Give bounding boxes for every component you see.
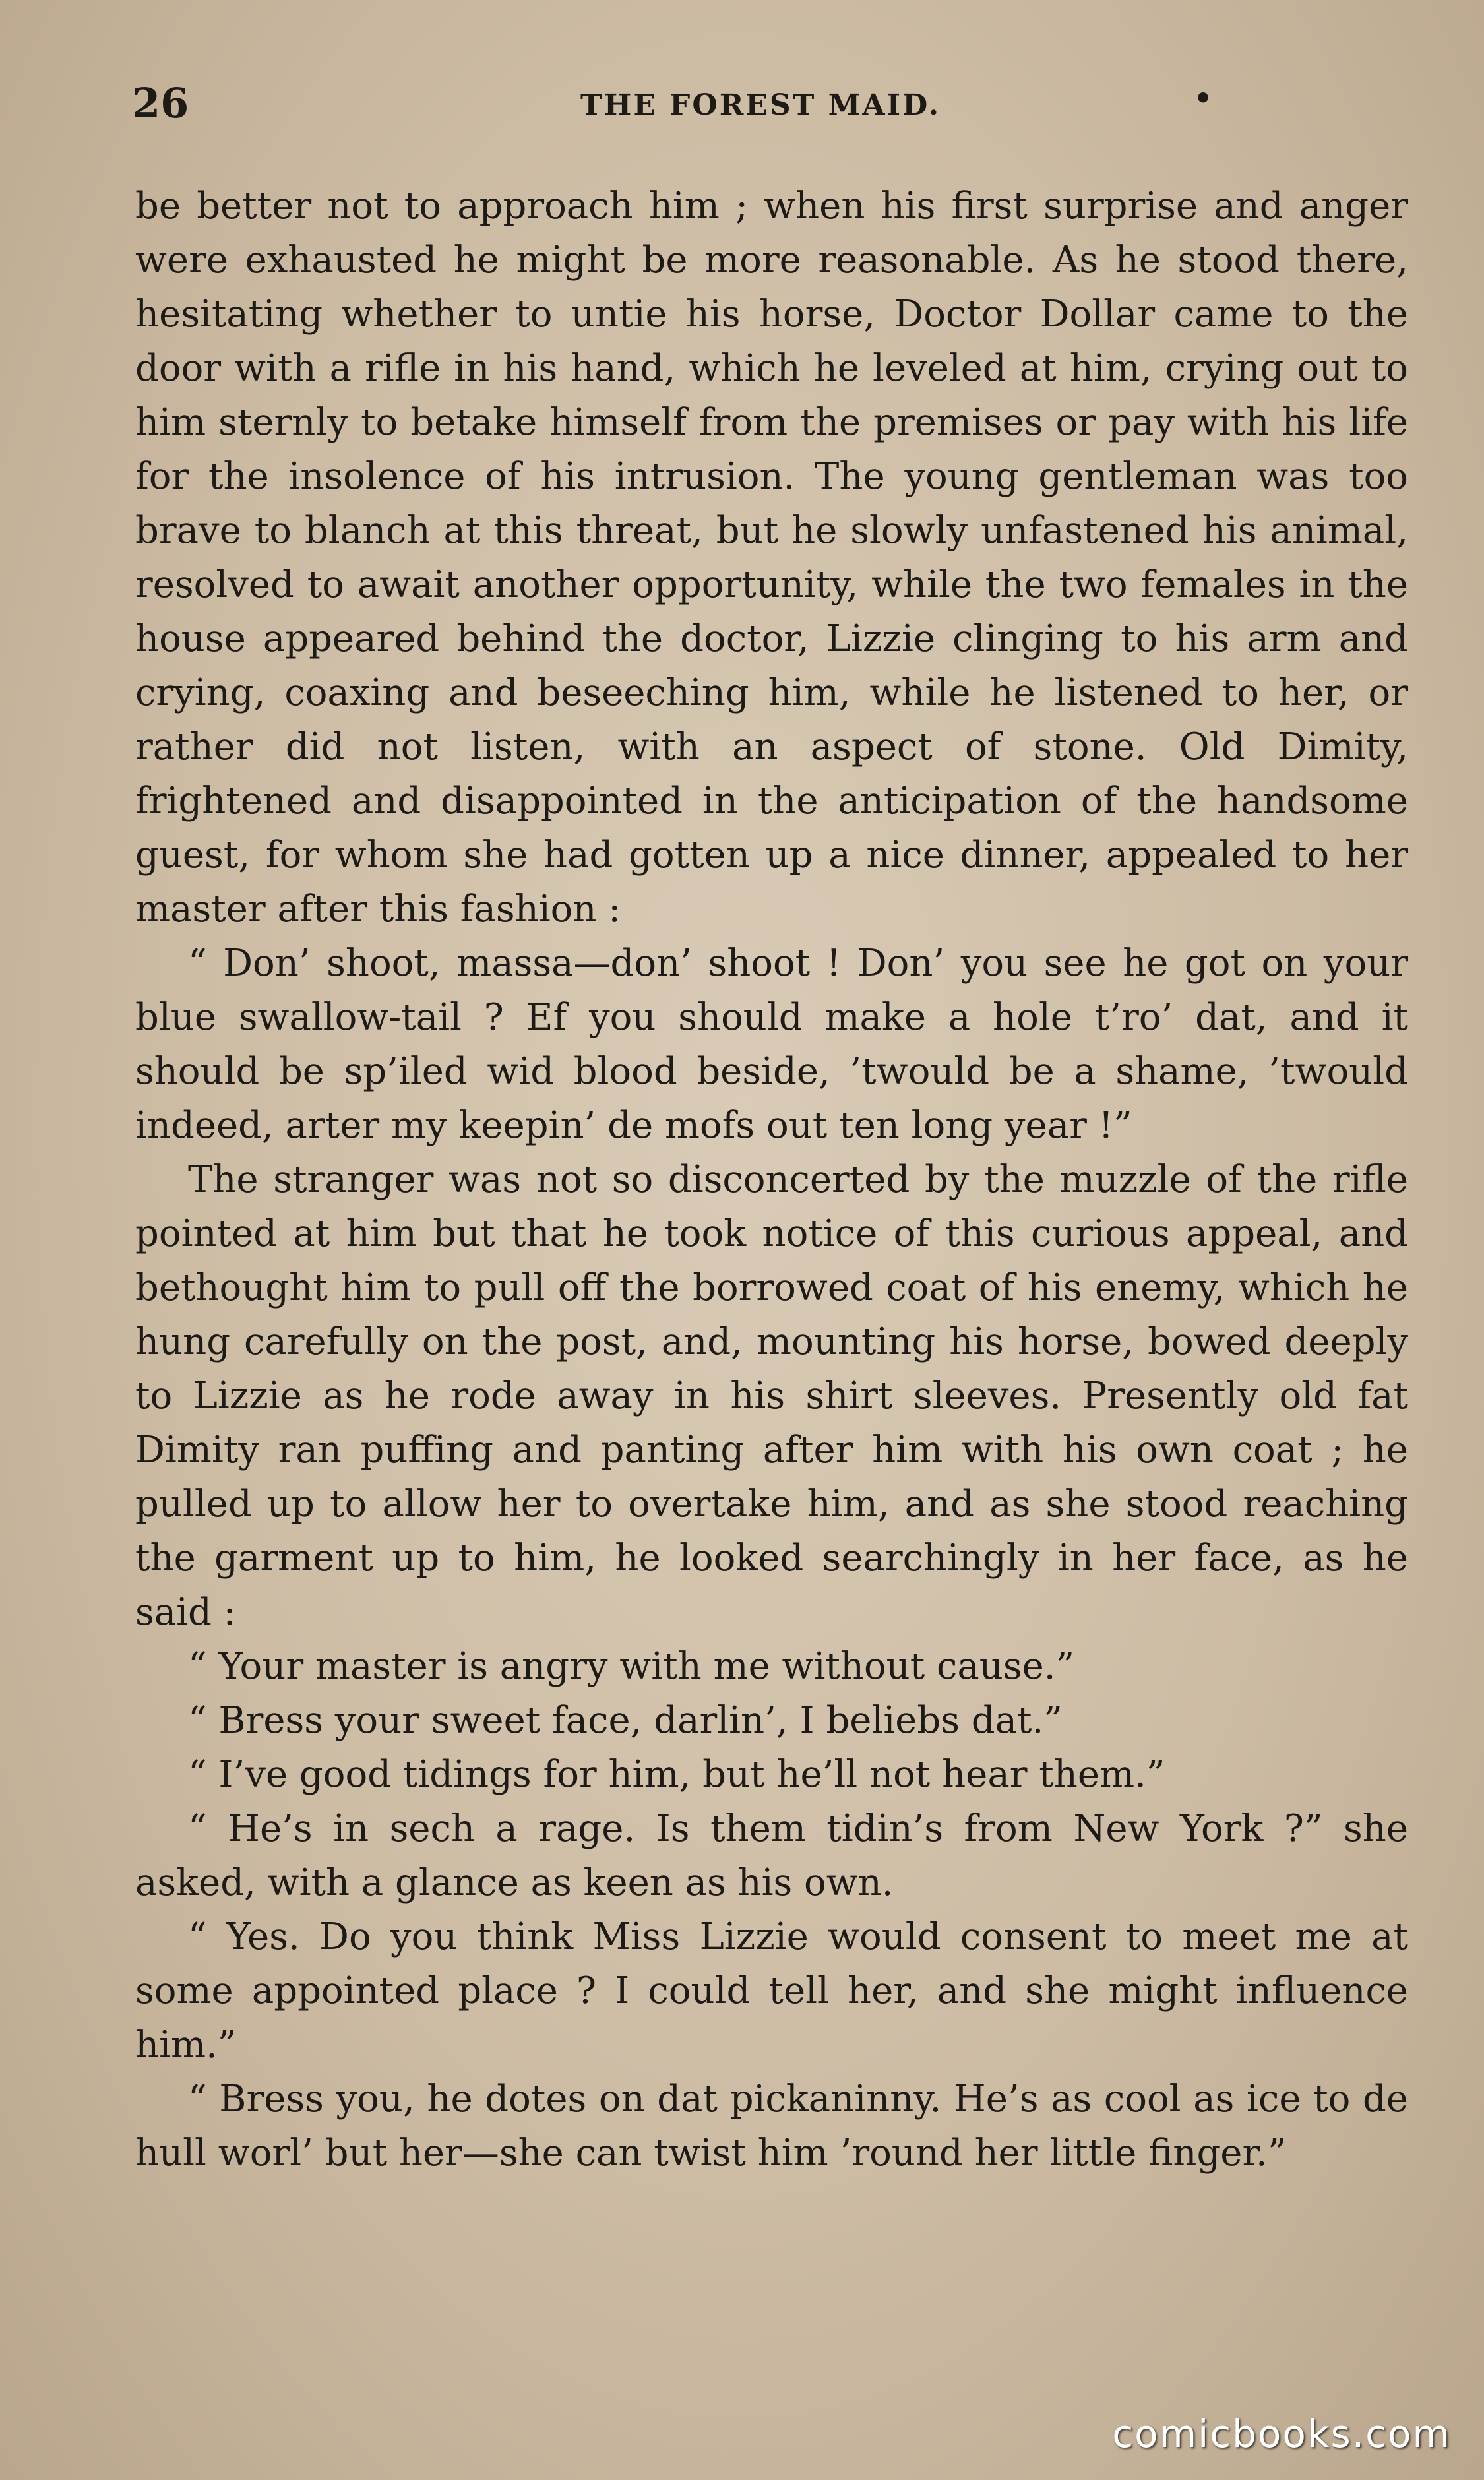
running-title: THE FOREST MAID.	[580, 88, 941, 122]
paragraph: “ Yes. Do you think Miss Lizzie would consent to meet me at some appointed place ? I could tell her, and she might influence him.”	[135, 1915, 1408, 2066]
paragraph: “ Don’ shoot, massa—don’ shoot ! Don’ you see he got on your blue swallow-tail ? Ef you should make a hole t’ro’ dat, and it should be sp’iled wid blood beside, ’twould be a shame, ’twould indeed, arter my keepin’ de mofs out ten long year !”	[135, 942, 1408, 1147]
paragraph: “ Bress you, he dotes on dat pickaninny. He’s as cool as ice to de hull worl’ but her—she can twist him ’round her little finger.”	[135, 2078, 1408, 2175]
watermark: comicbooks.com	[1112, 2411, 1451, 2456]
page-number: 26	[132, 79, 189, 127]
paragraph: “ Bress your sweet face, darlin’, I beliebs dat.”	[188, 1699, 1063, 1742]
body-text	[135, 179, 1408, 2181]
paragraph: be better not to approach him ; when his first surprise and anger were exhausted he might be more reasonable. As he stood there, hesitating whether to untie his horse, Doctor Dollar came to the door with a rifle in his hand, which he leveled at him, crying out to him sternly to betake himself from the premises or pay with his life for the insolence of his intrusion. The young gentleman was too brave to blanch at this threat, but he slowly unfastened his animal, resolved to await another opportunity, while the two females in the house appeared behind the doctor, Lizzie clinging to his arm and crying, coaxing and beseeching him, while he listened to her, or rather did not listen, with an aspect of stone. Old Dimity, frightened and disappointed in the anticipation of the handsome guest, for whom she had gotten up a nice dinner, appealed to her master after this fashion :	[135, 185, 1408, 931]
paragraph: “ He’s in sech a rage. Is them tidin’s from New York ?” she asked, with a glance as keen as his own.	[135, 1807, 1408, 1904]
paragraph: The stranger was not so disconcerted by the muzzle of the rifle pointed at him but that he took notice of this curious appeal, and bethought him to pull off the borrowed coat of his enemy, which he hung carefully on the post, and, mounting his horse, bowed deeply to Lizzie as he rode away in his shirt sleeves. Presently old fat Dimity ran puffing and panting after him with his own coat ; he pulled up to allow her to overtake him, and as she stood reaching the garment up to him, he looked searchingly in her face, as he said :	[135, 1158, 1408, 1634]
paragraph: “ Your master is angry with me without cause.”	[188, 1645, 1075, 1688]
paragraph: “ I’ve good tidings for him, but he’ll not hear them.”	[188, 1753, 1165, 1796]
header-ornament: •	[1194, 82, 1213, 115]
page-header	[132, 79, 1405, 132]
